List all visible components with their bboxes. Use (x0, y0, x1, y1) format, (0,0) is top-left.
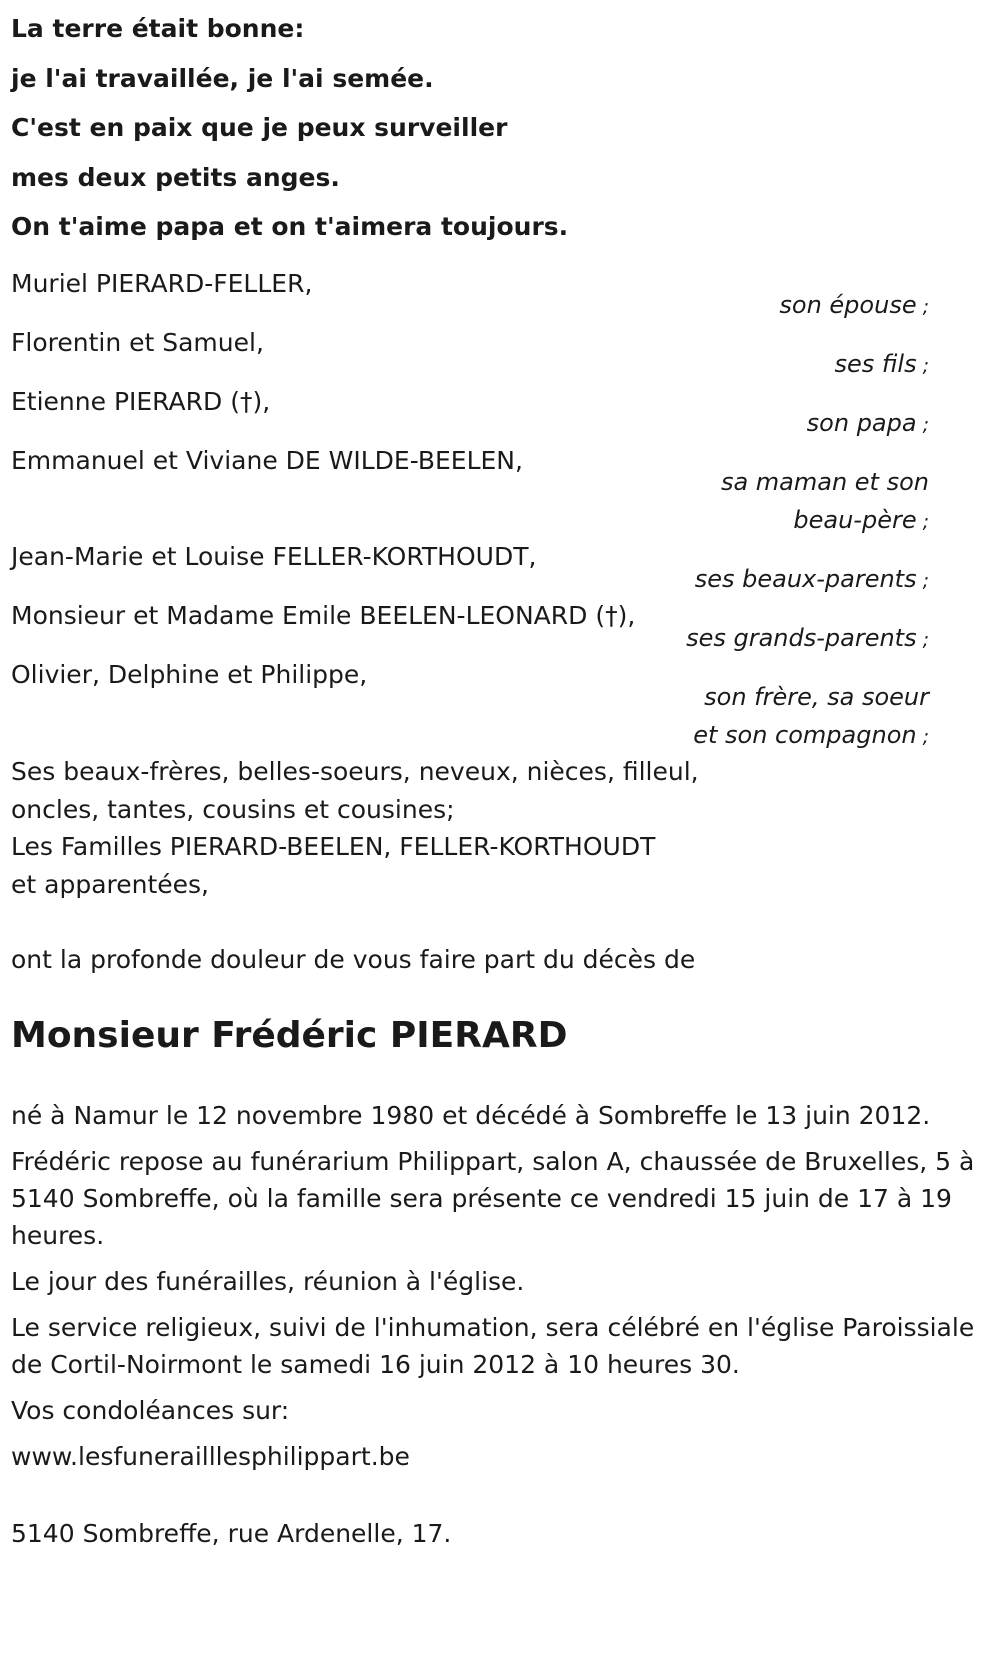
family-member-name: Etienne PIERARD (†), (11, 387, 271, 416)
family-member-relation: sa maman et son beau-père ; (720, 468, 929, 534)
details (11, 1097, 981, 1475)
extended-family-line: Ses beaux-frères, belles-soeurs, neveux, nièces, filleul, (11, 757, 699, 786)
family-member-relation: ses grands-parents ; (686, 624, 929, 652)
poem-line: mes deux petits anges. (11, 162, 340, 192)
family-member-name: Emmanuel et Viviane DE WILDE-BEELEN, (11, 446, 523, 475)
poem-line: La terre était bonne: (11, 14, 305, 43)
poem (11, 4, 971, 252)
service-paragraph: Le service religieux, suivi de l'inhumation, sera célébré en l'église Paroissiale de Cortil-Noirmont le samedi 16 juin 2012 à 10 heures 30. (11, 1313, 975, 1379)
poem-line: On t'aime papa et on t'aimera toujours. (11, 212, 569, 241)
announcement: ont la profonde douleur de vous faire part du décès de (11, 945, 696, 974)
family-member-relation: ses beaux-parents ; (694, 565, 929, 593)
extended-family-line: oncles, tantes, cousins et cousines; (11, 794, 455, 824)
extended-family-line: et apparentées, (11, 869, 209, 899)
deceased-name: Monsieur Frédéric PIERARD (11, 1015, 568, 1056)
family-member-name: Jean-Marie et Louise FELLER-KORTHOUDT, (11, 542, 537, 571)
poem-line: C'est en paix que je peux surveiller (11, 113, 508, 142)
family-member-relation: son épouse ; (779, 291, 929, 319)
extended-family (11, 753, 981, 903)
family-member-name: Monsieur et Madame Emile BEELEN-LEONARD (†), (11, 601, 636, 630)
condolences-website: www.lesfunerailllesphilippart.be (11, 1442, 410, 1471)
extended-family-line: Les Familles PIERARD-BEELEN, FELLER-KORTHOUDT (11, 832, 656, 861)
family-member-relation: ses fils ; (834, 350, 929, 378)
family-member-relation: son papa ; (806, 409, 929, 437)
funeral-meeting-line: Le jour des funérailles, réunion à l'église. (11, 1267, 525, 1296)
poem-line: je l'ai travaillée, je l'ai semée. (11, 63, 434, 93)
family-member-name: Olivier, Delphine et Philippe, (11, 660, 368, 689)
family-member-name: Florentin et Samuel, (11, 328, 264, 357)
family-member-name: Muriel PIERARD-FELLER, (11, 269, 313, 298)
family-member-relation: son frère, sa soeur et son compagnon ; (693, 683, 929, 749)
address: 5140 Sombreffe, rue Ardenelle, 17. (11, 1519, 452, 1548)
birth-death-line: né à Namur le 12 novembre 1980 et décédé à Sombreffe le 13 juin 2012. (11, 1101, 931, 1130)
condolences-label: Vos condoléances sur: (11, 1396, 290, 1425)
funerarium-paragraph: Frédéric repose au funérarium Philippart, salon A, chaussée de Bruxelles, 5 à 5140 Sombreffe, où la famille sera présente ce vendredi 15 juin de 17 à 19 heures. (11, 1147, 975, 1250)
